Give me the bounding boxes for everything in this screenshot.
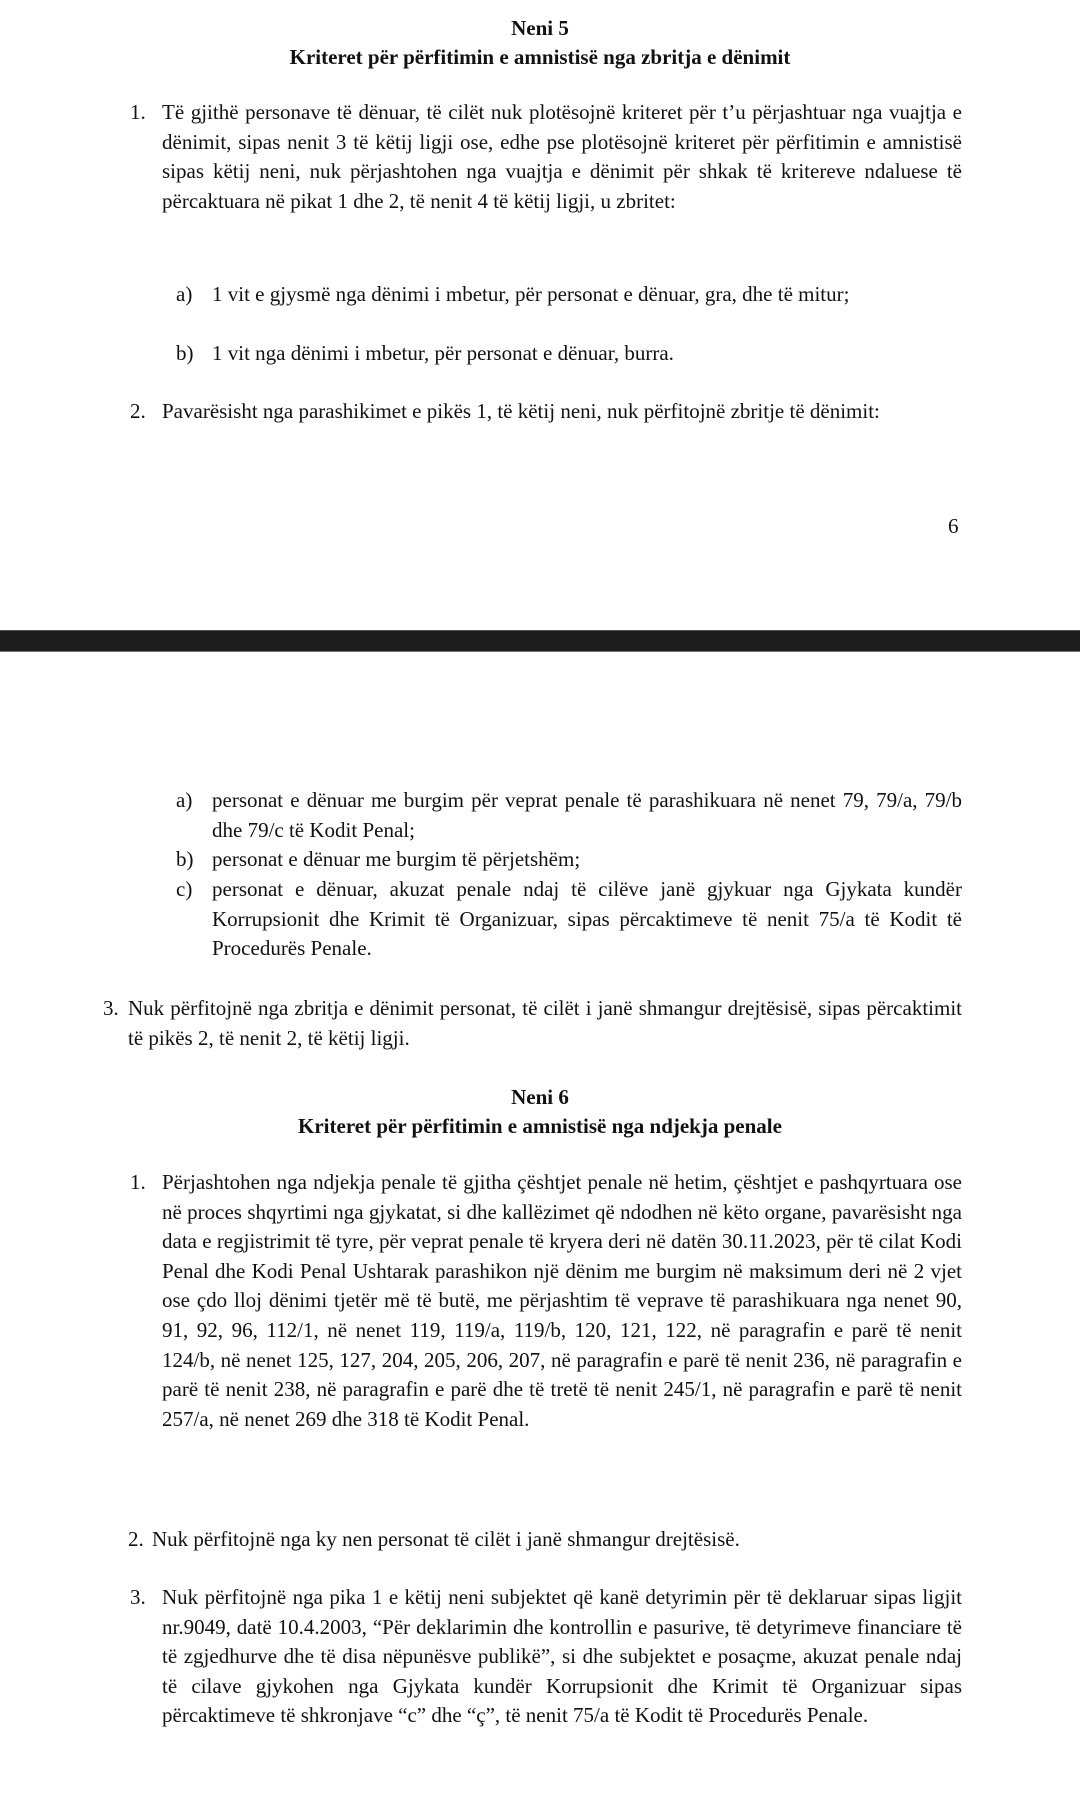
article-5-p2-item-c — [176, 875, 962, 964]
article-5-p2-item-b — [176, 845, 962, 875]
article-5-paragraph-1 — [130, 98, 962, 216]
article-6-title: Kriteret për përfitimin e amnistisë nga ndjekja penale — [298, 1114, 782, 1138]
item-text: personat e dënuar me burgim për veprat penale të parashikuara në nenet 79, 79/a, 79/b dhe 79/c të Kodit Penal; — [212, 788, 962, 842]
item-label: b) — [176, 341, 194, 365]
page-number: 6 — [948, 514, 959, 538]
item-text: personat e dënuar, akuzat penale ndaj të cilëve janë gjykuar nga Gjykata kundër Korrupsionit dhe Krimit të Organizuar, sipas përcaktimeve të nenit 75/a të Kodit të Procedurës Penale. — [212, 877, 962, 961]
article-5-p2-item-a — [176, 786, 962, 845]
paragraph-text: Nuk përfitojnë nga pika 1 e këtij neni subjektet që kanë detyrimin për të deklaruar sipas ligjit nr.9049, datë 10.4.2003, “Për deklarimin dhe kontrollin e pasurive, të detyrimeve financiare të të zgjedhurve dhe të disa nëpunësve publikë”, si dhe subjektet e posaçme, akuzat penale ndaj të cilave gjykohen nga Gjykata kundër Korrupsionit dhe Krimit të Organizuar sipas përcaktimeve të shkronjave “c” dhe “ç”, të nenit 75/a të Kodit të Procedurës Penale. — [162, 1585, 962, 1728]
article-6-paragraph-3 — [130, 1583, 962, 1731]
article-6-paragraph-2 — [128, 1525, 962, 1555]
article-5-paragraph-2 — [130, 397, 962, 427]
item-text: 1 vit nga dënimi i mbetur, për personat e dënuar, burra. — [212, 341, 674, 365]
item-text: 1 vit e gjysmë nga dënimi i mbetur, për personat e dënuar, gra, dhe të mitur; — [212, 282, 850, 306]
paragraph-text: Nuk përfitojnë nga ky nen personat të cilët i janë shmangur drejtësisë. — [152, 1527, 740, 1551]
paragraph-number: 2. — [130, 399, 146, 423]
document-page-top — [0, 0, 1080, 630]
paragraph-text: Të gjithë personave të dënuar, të cilët nuk plotësojnë kriteret për t’u përjashtuar nga vuajtja e dënimit, sipas nenit 3 të këtij ligji ose, edhe pse plotësojnë kriteret për përfitimin e amnistisë sipas këtij neni, nuk përjashtohen nga vuajtja e dënimit për shkak të kritereve ndaluese të përcaktuara në pikat 1 dhe 2, të nenit 4 të këtij ligji, u zbritet: — [162, 100, 962, 213]
article-5-paragraph-3 — [103, 994, 962, 1053]
paragraph-text: Përjashtohen nga ndjekja penale të gjitha çështjet penale në hetim, çështjet e pashqyrtuara ose në proces shqyrtimi nga gjykatat, si dhe kallëzimet që ndodhen në këto organe, pavarësisht nga data e regjistrimit të tyre, për veprat penale të kryera deri në datën 30.11.2023, për të cilat Kodi Penal dhe Kodi Penal Ushtarak parashikon një dënim me burgim në maksimum deri në 2 vjet ose çdo lloj dënimi tjetër më të butë, me përjashtim të veprave të parashikuara nga nenet 90, 91, 92, 96, 112/1, në nenet 119, 119/a, 119/b, 120, 121, 122, në paragrafin e parë të nenit 124/b, në nenet 125, 127, 204, 205, 206, 207, në paragrafin e parë të nenit 236, në paragrafin e parë të nenit 238, në paragrafin e parë dhe të tretë të nenit 245/1, në paragrafin e parë të nenit 257/a, në nenet 269 dhe 318 të Kodit Penal. — [162, 1170, 962, 1431]
item-label: b) — [176, 847, 194, 871]
article-5-p1-item-b — [176, 339, 962, 369]
document-page-bottom — [0, 652, 1080, 1801]
article-6-paragraph-1 — [130, 1168, 962, 1434]
paragraph-number: 2. — [128, 1527, 144, 1551]
article-5-number: Neni 5 — [511, 16, 569, 40]
paragraph-number: 1. — [130, 1170, 146, 1194]
article-5-p1-item-a — [176, 280, 962, 310]
article-5-title: Kriteret për përfitimin e amnistisë nga zbritja e dënimit — [289, 45, 791, 69]
item-label: a) — [176, 788, 193, 812]
article-6-number: Neni 6 — [511, 1085, 569, 1109]
item-label: c) — [176, 877, 193, 901]
paragraph-number: 1. — [130, 100, 146, 124]
paragraph-number: 3. — [130, 1585, 146, 1609]
page-separator — [0, 630, 1080, 652]
paragraph-number: 3. — [103, 996, 119, 1020]
item-text: personat e dënuar me burgim të përjetshëm; — [212, 847, 581, 871]
item-label: a) — [176, 282, 193, 306]
paragraph-text: Pavarësisht nga parashikimet e pikës 1, të këtij neni, nuk përfitojnë zbritje të dënimit: — [162, 399, 880, 423]
paragraph-text: Nuk përfitojnë nga zbritja e dënimit personat, të cilët i janë shmangur drejtësisë, sipas përcaktimit të pikës 2, të nenit 2, të këtij ligji. — [128, 996, 962, 1050]
